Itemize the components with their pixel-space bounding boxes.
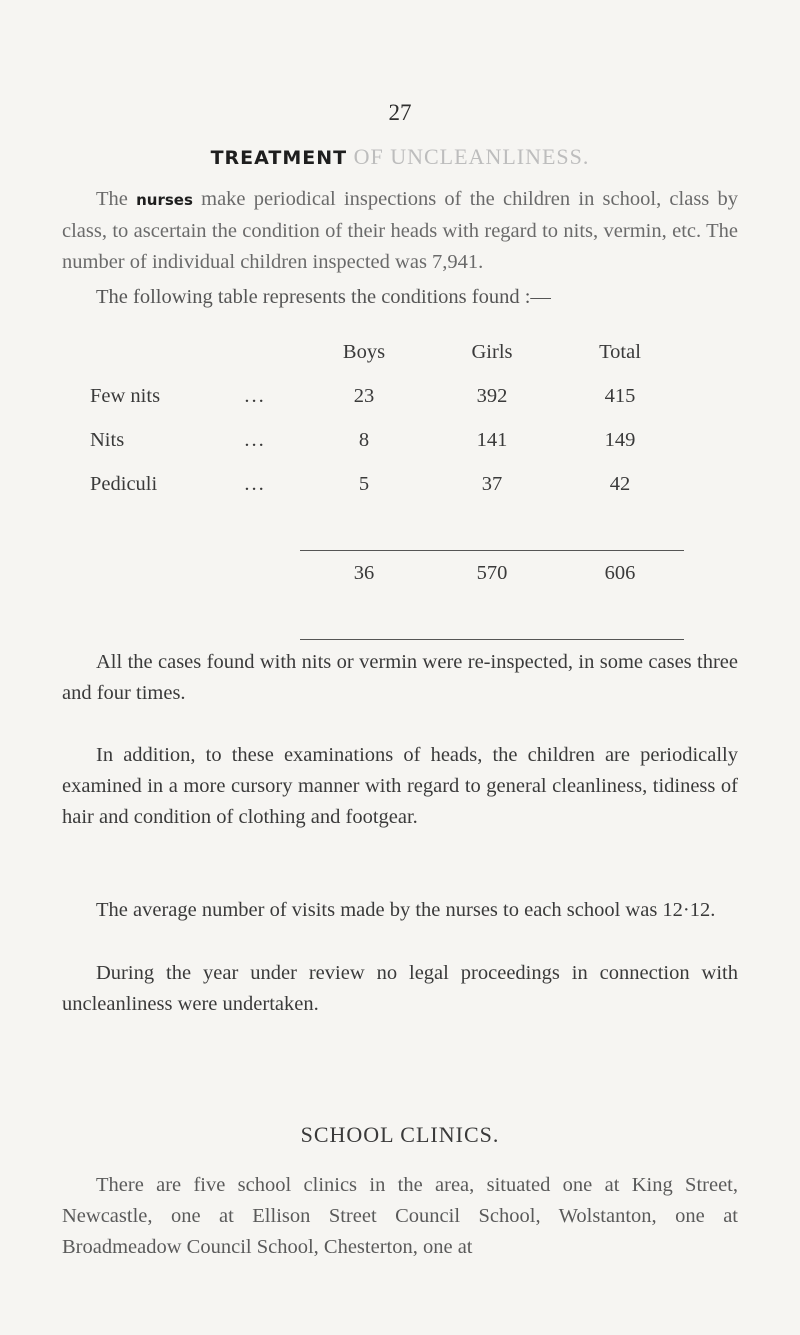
- header-girls: Girls: [471, 340, 513, 363]
- table-rule-bottom: [90, 595, 684, 640]
- paragraph-table-intro: The following table represents the conditions found :—: [96, 286, 551, 308]
- paragraph-nurses: [62, 184, 738, 278]
- total-all: 606: [604, 561, 636, 584]
- paragraph-examinations: In addition, to these examinations of heads, the children are periodically examined in a more cursory manner with regard to general cleanliness, tidiness of hair and condition of clothing and footgear.: [62, 744, 738, 828]
- table-row: [90, 418, 684, 462]
- row-label: Pediculi: [90, 472, 158, 495]
- heading-handwritten: TREATMENT: [210, 147, 348, 169]
- header-total: Total: [599, 340, 641, 363]
- table-header-row: [90, 330, 684, 374]
- table-row: [90, 462, 684, 506]
- paragraph-average-visits: The average number of visits made by the nurses to each school was 12·12.: [96, 899, 716, 921]
- cell-total: 149: [604, 428, 636, 451]
- table-rule: [90, 506, 684, 551]
- cell-girls: 392: [476, 384, 508, 407]
- school-clinics-title: SCHOOL CLINICS.: [300, 1122, 500, 1147]
- total-boys: 36: [353, 561, 375, 584]
- cell-total: 415: [604, 384, 636, 407]
- cell-boys: 8: [358, 428, 370, 451]
- header-boys: Boys: [342, 340, 386, 363]
- cell-girls: 141: [476, 428, 508, 451]
- row-label: Few nits: [90, 384, 161, 407]
- para1-handwritten: nurses: [136, 191, 193, 209]
- heading-printed: OF UNCLEANLINESS.: [353, 144, 590, 169]
- para1-rest: make periodical inspections of the children in school, class by class, to ascertain the condition of their heads with regard to nits, vermin, etc. The number of individual children inspected was 7,941.: [62, 188, 739, 273]
- total-girls: 570: [476, 561, 508, 584]
- para1-start: The: [96, 188, 128, 210]
- row-label: Nits: [90, 428, 125, 451]
- cell-boys: 5: [358, 472, 370, 495]
- paragraph-legal-proceedings: During the year under review no legal proceedings in connection with uncleanliness were undertaken.: [62, 962, 738, 1015]
- table-total-row: [90, 551, 684, 596]
- conditions-table: [90, 330, 684, 640]
- cell-boys: 23: [353, 384, 375, 407]
- cell-girls: 37: [481, 472, 503, 495]
- page-number: 27: [388, 100, 412, 125]
- paragraph-clinics: There are five school clinics in the area, situated one at King Street, Newcastle, one at Ellison Street Council School, Wolstanton, one at Broadmeadow Council School, Chesterton, one at: [62, 1174, 738, 1258]
- row-dots: ...: [244, 384, 266, 407]
- section-heading: [0, 144, 800, 170]
- cell-total: 42: [609, 472, 631, 495]
- table-row: [90, 374, 684, 418]
- row-dots: ...: [244, 428, 266, 451]
- paragraph-reinspected: All the cases found with nits or vermin were re-inspected, in some cases three and four times.: [62, 651, 738, 704]
- row-dots: ...: [244, 472, 266, 495]
